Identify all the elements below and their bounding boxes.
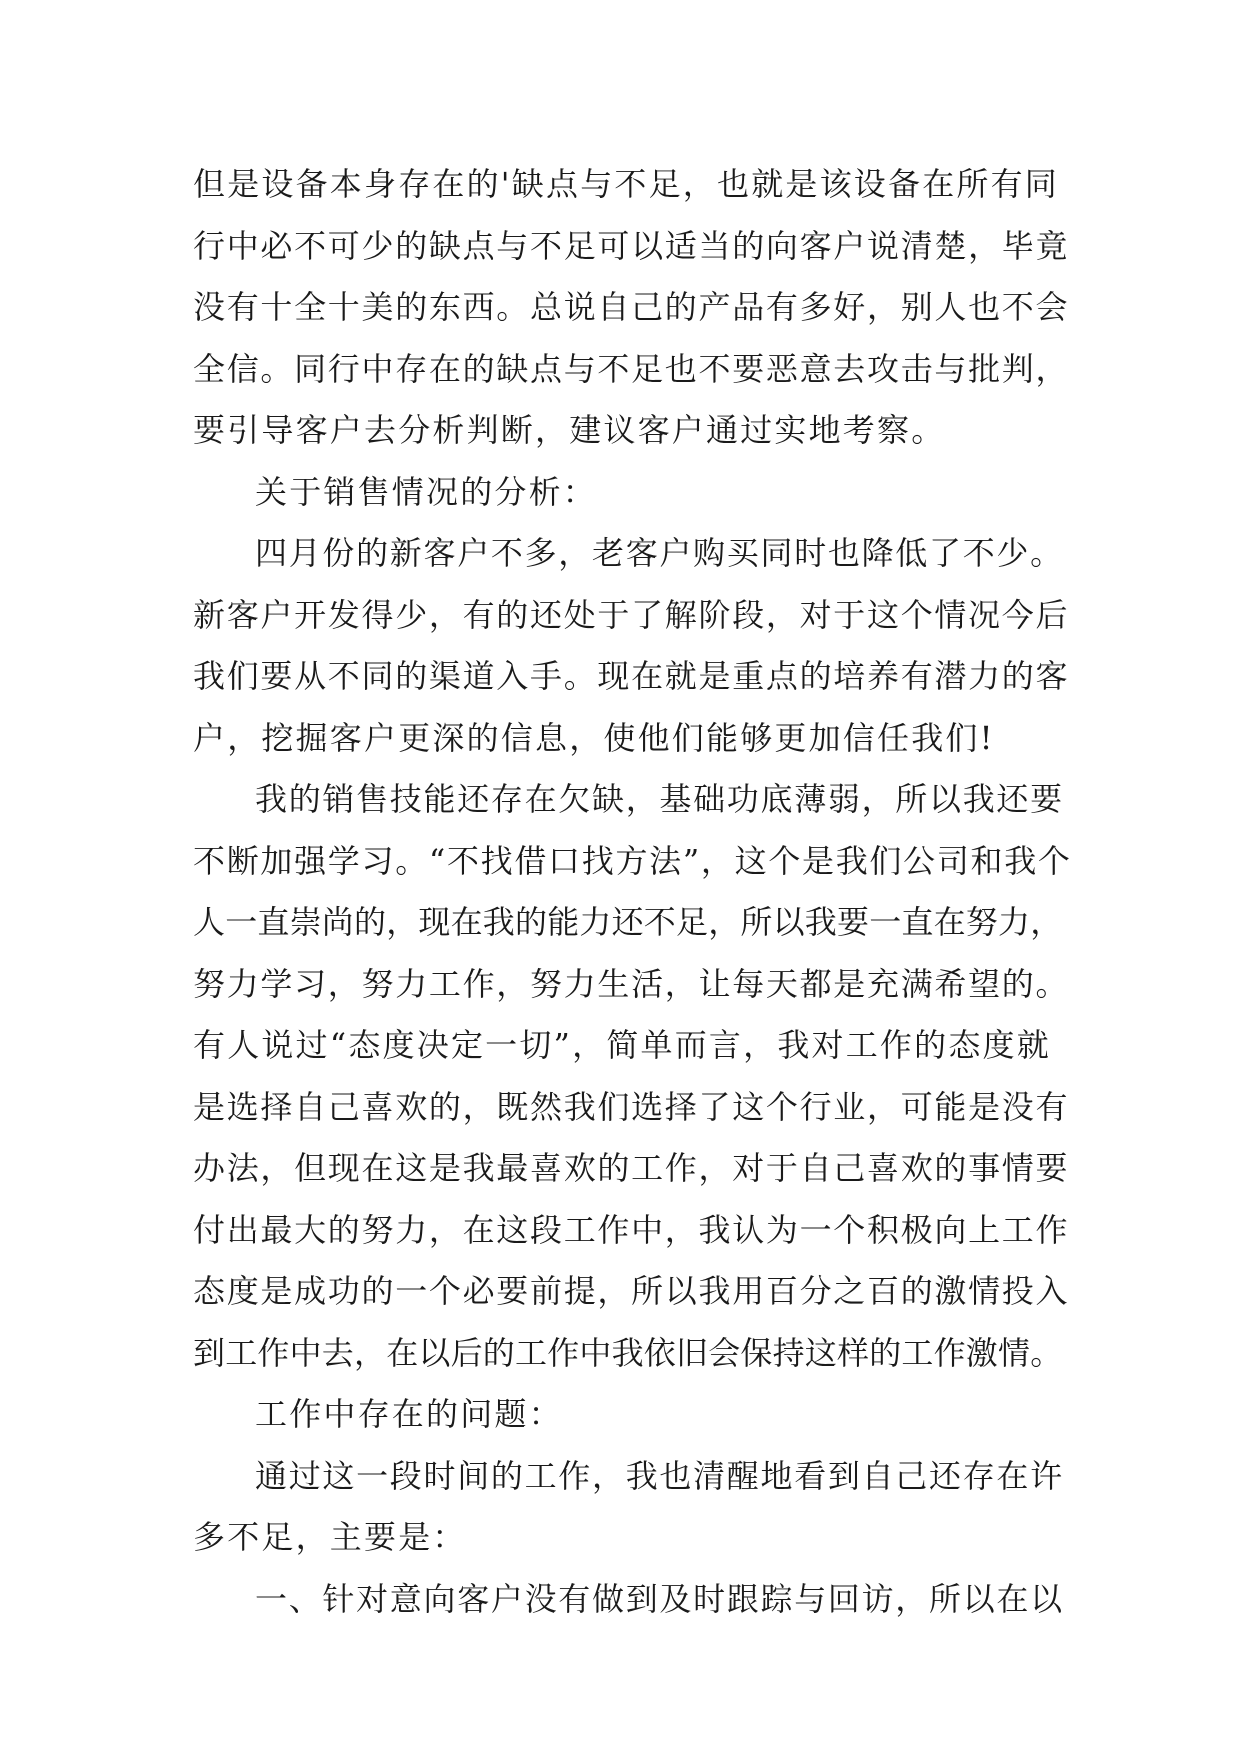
text-line: 不断加强学习。“不找借口找方法”，这个是我们公司和我个: [193, 841, 1072, 880]
text-line: 态度是成功的一个必要前提，所以我用百分之百的激情投入: [193, 1272, 1070, 1310]
text-line: 有人说过“态度决定一切”，简单而言，我对工作的态度就: [193, 1026, 1051, 1064]
text-line: 是选择自己喜欢的，既然我们选择了这个行业，可能是没有: [193, 1087, 1070, 1126]
text-line: 付出最大的努力，在这段工作中，我认为一个积极向上工作: [193, 1210, 1070, 1249]
text-line: 要引导客户去分析判断，建议客户通过实地考察。: [193, 411, 946, 449]
paragraph-first-line: 关于销售情况的分析：: [255, 472, 598, 511]
text-line: 到工作中去，在以后的工作中我依旧会保持这样的工作激情。: [193, 1333, 1063, 1372]
text-line: 户，挖掘客户更深的信息，使他们能够更加信任我们!: [193, 718, 995, 757]
paragraph-first-line: 工作中存在的问题：: [255, 1395, 563, 1433]
text-line: 多不足，主要是：: [193, 1518, 467, 1556]
paragraph-first-line: 一、针对意向客户没有做到及时跟踪与回访，所以在以: [255, 1579, 1064, 1618]
text-line: 新客户开发得少，有的还处于了解阶段，对于这个情况今后: [193, 595, 1070, 634]
text-line: 努力学习，努力工作，努力生活，让每天都是充满希望的。: [193, 964, 1070, 1003]
text-line: 人一直崇尚的，现在我的能力还不足，所以我要一直在努力，: [193, 903, 1063, 941]
paragraph-first-line: 四月份的新客户不多，老客户购买同时也降低了不少。: [255, 534, 1064, 572]
text-line: 我们要从不同的渠道入手。现在就是重点的培养有潜力的客: [193, 657, 1070, 695]
text-line: 行中必不可少的缺点与不足可以适当的向客户说清楚，毕竟: [193, 226, 1070, 265]
document-body: [193, 154, 1073, 1630]
text-line: 没有十全十美的东西。总说自己的产品有多好，别人也不会: [193, 288, 1070, 326]
paragraph-first-line: 我的销售技能还存在欠缺，基础功底薄弱，所以我还要: [255, 780, 1064, 818]
paragraph-first-line: 通过这一段时间的工作，我也清醒地看到自己还存在许: [255, 1456, 1064, 1495]
text-line: 全信。同行中存在的缺点与不足也不要恶意去攻击与批判，: [193, 349, 1070, 388]
text-line: 但是设备本身存在的'缺点与不足，也就是该设备在所有同: [193, 165, 1059, 203]
text-line: 办法，但现在这是我最喜欢的工作，对于自己喜欢的事情要: [193, 1149, 1070, 1187]
